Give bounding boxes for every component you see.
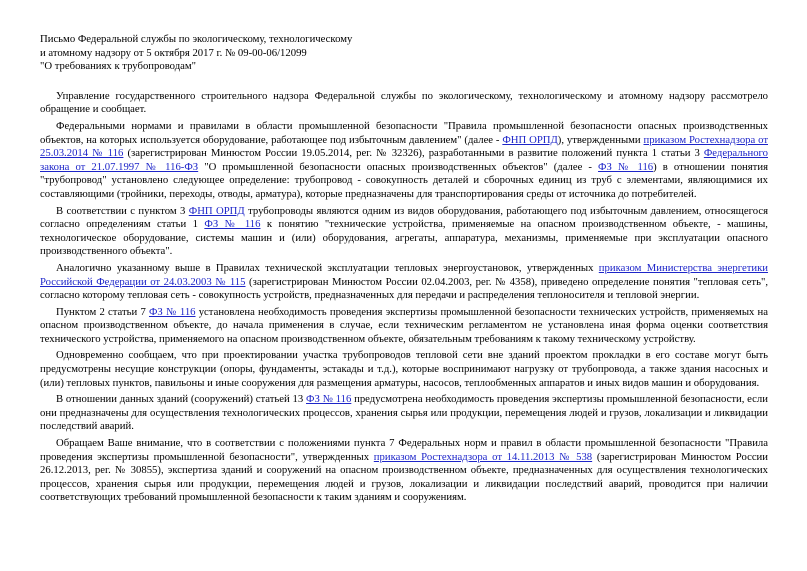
letter-header bbox=[40, 33, 768, 74]
paragraph-text: (зарегистрирован Минюстом России 26.12.2013, рег. № 30855), экспертиза зданий и сооружений на опасном производственном объекте, предназначенных для осуществления технологических процессов, хранения сырья или продукции, перемещения людей и грузов, локализации и ликвидации последствий аварий, проводится при наличии соответствующих требований промышленной безопасности к таким зданиям и сооружениям. bbox=[40, 450, 768, 504]
document-reference-link[interactable]: Федерального закона от 21.07.1997 № 116-ФЗ bbox=[40, 147, 768, 173]
document-reference-link[interactable]: ФЗ № 116 bbox=[204, 218, 261, 231]
body-paragraph bbox=[40, 437, 768, 505]
body-paragraph bbox=[40, 90, 768, 117]
letter-title-line-1: Письмо Федеральной службы по экологическому, технологическому bbox=[40, 33, 353, 45]
paragraph-text: Управление государственного строительного надзора Федеральной службы по экологическому, технологическому и атомному надзору рассмотрело обращение и сообщает. bbox=[40, 89, 768, 116]
body-paragraph bbox=[40, 349, 768, 390]
paragraph-text: Одновременно сообщаем, что при проектировании участка трубопроводов тепловой сети вне зданий проектом прокладки в его составе могут быть предусмотрены несущие конструкции (опоры, фундаменты, эстакады и т.д.), которые воспринимают нагрузку от трубопровода, а также здания насосных и (или) тепловых пунктов, павильоны и иные сооружения для размещения арматуры, насосов, теплообменных аппаратов и иных видов машин и оборудования. bbox=[40, 349, 768, 389]
letter-subject-line: "О требованиях к трубопроводам" bbox=[40, 60, 197, 73]
paragraph-text: Федеральными нормами и правилами в области промышленной безопасности "Правила промышленной безопасности опасных производственных объектов, на которых используется оборудование, работающее под избыточным давлением" (далее - bbox=[40, 119, 768, 146]
body-paragraph bbox=[40, 120, 768, 202]
paragraph-text: ), утвержденными bbox=[557, 133, 644, 146]
paragraph-text: В соответствии с пунктом 3 bbox=[56, 204, 189, 217]
body-paragraph bbox=[40, 205, 768, 259]
document-reference-link[interactable]: приказом Министерства энергетики Российской Федерации от 24.03.2003 № 115 bbox=[40, 261, 769, 288]
body-paragraph bbox=[40, 393, 768, 434]
paragraph-text: предусмотрена необходимость проведения экспертизы промышленной безопасности, если они предназначены для осуществления технологических процессов, хранения сырья или продукции, перемещения людей и грузов, локализации и ликвидации последствий аварий. bbox=[40, 393, 768, 433]
letter-title-line-2: и атомному надзору от 5 октября 2017 г. № 09-00-06/12099 bbox=[40, 46, 307, 59]
paragraph-text: Обращаем Ваше внимание, что в соответствии с положениями пункта 7 Федеральных норм и правил в области промышленной безопасности "Правила проведения экспертизы промышленной безопасности", утвержденных bbox=[40, 437, 768, 463]
paragraph-text: трубопроводы являются одним из видов оборудования, работающего под избыточным давлением, относящегося согласно определениям статьи 1 bbox=[40, 204, 768, 231]
document-reference-link[interactable]: ФЗ № 116 bbox=[148, 305, 196, 318]
paragraph-text: "О промышленной безопасности опасных производственных объектов" (далее - bbox=[198, 160, 599, 173]
paragraph-text: В отношении данных зданий (сооружений) статьей 13 bbox=[56, 393, 307, 406]
document-reference-link[interactable]: ФЗ № 116 bbox=[598, 160, 654, 173]
document-reference-link[interactable]: ФНП ОРПД bbox=[188, 204, 245, 217]
letter-body bbox=[40, 90, 768, 505]
body-paragraph bbox=[40, 306, 768, 347]
document-reference-link[interactable]: приказом Ростехнадзора от 14.11.2013 № 538 bbox=[373, 450, 593, 463]
paragraph-text: (зарегистрирован Минюстом России 19.05.2014, рег. № 32326), разработанными в развитие положений пункта 1 статьи 3 bbox=[123, 147, 704, 160]
document-reference-link[interactable]: ФЗ № 116 bbox=[306, 393, 352, 406]
paragraph-text: Аналогично указанному выше в Правилах технической эксплуатации тепловых энергоустановок, утвержденных bbox=[56, 261, 599, 274]
paragraph-text: ) в отношении понятия "трубопровод" установлено следующее определение: трубопровод - совокупность деталей и сборочных единиц из труб с элементами, являющимися их составляющими (тройники, переходы, отводы, арматура), которые предназначены для транспортирования среды от источника до потребителей. bbox=[40, 160, 768, 200]
paragraph-text: (зарегистрирован Минюстом России 02.04.2003, рег. № 4358), приведено определение понятия "тепловая сеть", согласно которому тепловая сеть - совокупность устройств, предназначенных для передачи и распределения теплоносителя и тепловой энергии. bbox=[40, 275, 769, 302]
paragraph-text: Пунктом 2 статьи 7 bbox=[56, 305, 149, 318]
paragraph-text: к понятию "технические устройства, применяемые на опасном производственном объекте, - машины, технологическое оборудование, системы машин и (или) оборудования, агрегаты, аппаратура, механизмы, применяемые при эксплуатации опасного производственного объекта". bbox=[40, 218, 768, 258]
document-reference-link[interactable]: ФНП ОРПД bbox=[502, 133, 558, 146]
document-reference-link[interactable]: приказом Ростехнадзора от 25.03.2014 № 116 bbox=[40, 133, 768, 160]
letter-document bbox=[40, 33, 768, 508]
body-paragraph bbox=[40, 262, 768, 303]
paragraph-text: установлена необходимость проведения экспертизы промышленной безопасности технических устройств, применяемых на опасном производственном объекте, до начала применения в случае, если техническим регламентом не установлена иная форма оценки соответствия технического устройства, применяемого на опасном производственном объекте, обязательным требованиям к такому техническому устройству. bbox=[40, 305, 768, 345]
